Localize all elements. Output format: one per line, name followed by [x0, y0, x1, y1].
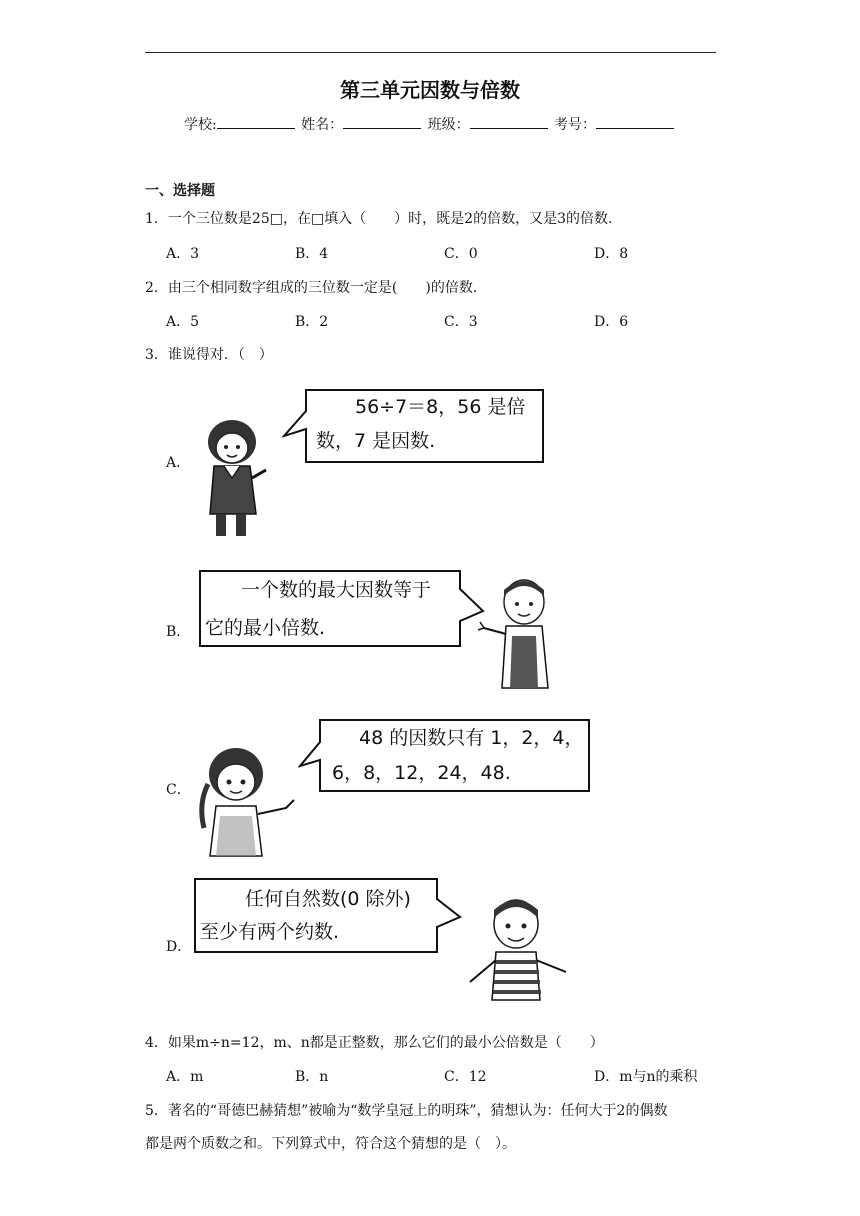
q1-option-b[interactable]: B．4: [295, 246, 329, 262]
exam-no-blank[interactable]: [596, 116, 674, 129]
name-blank[interactable]: [343, 116, 421, 129]
page-title: 第三单元因数与倍数: [340, 78, 520, 102]
bubble-c-line1: 48 的因数只有 1，2，4，: [359, 727, 584, 749]
boy-illustration-d: [462, 896, 574, 1002]
question-3-stem: 3．谁说得对．（ ）: [145, 347, 273, 363]
bubble-a-line1: 56÷7＝8，56 是倍: [355, 396, 526, 418]
q1-option-a[interactable]: A．3: [166, 246, 200, 262]
bubble-c-line2: 6，8，12，24，48.: [332, 762, 511, 784]
bubble-d-line1: 任何自然数(0 除外): [245, 888, 411, 910]
class-blank[interactable]: [470, 116, 548, 129]
header-rule: [145, 52, 716, 53]
bubble-b-line2: 它的最小倍数.: [205, 617, 326, 639]
question-1-stem: 1．一个三位数是25□，在□填入（ ）时，既是2的倍数，又是3的倍数．: [145, 211, 622, 227]
q4-option-b[interactable]: B．n: [295, 1069, 329, 1085]
q4-option-a[interactable]: A．m: [166, 1069, 204, 1085]
q3-choice-b-letter[interactable]: B．: [166, 624, 191, 640]
girl-illustration-a: [196, 414, 276, 544]
student-info-line: [0, 114, 860, 134]
q1-option-c[interactable]: C．0: [444, 246, 478, 262]
class-label: 班级：: [427, 117, 470, 133]
q2-option-b[interactable]: B．2: [295, 314, 329, 330]
bubble-d-line2: 至少有两个约数.: [200, 921, 340, 943]
q4-option-d[interactable]: D．m与n的乘积: [594, 1069, 698, 1085]
bubble-a-line2: 数，7 是因数.: [316, 430, 436, 452]
q3-choice-c-letter[interactable]: C．: [166, 782, 191, 798]
q4-option-c[interactable]: C．12: [444, 1069, 487, 1085]
bubble-b-line1: 一个数的最大因数等于: [241, 579, 432, 601]
q3-choice-a-letter[interactable]: A．: [166, 455, 191, 471]
question-5-stem-line2: 都是两个质数之和。下列算式中，符合这个猜想的是（ ）。: [145, 1136, 516, 1152]
q2-option-d[interactable]: D．6: [594, 314, 629, 330]
question-5-stem-line1: 5．著名的“哥德巴赫猜想”被喻为“数学皇冠上的明珠”，猜想认为：任何大于2的偶数: [145, 1103, 668, 1119]
girl-illustration-c: [190, 744, 302, 860]
q2-option-c[interactable]: C．3: [444, 314, 478, 330]
question-2-stem: 2．由三个相同数字组成的三位数一定是( )的倍数．: [145, 280, 487, 296]
boy-illustration-b: [478, 576, 568, 692]
school-blank[interactable]: [217, 116, 295, 129]
section-heading: 一、选择题: [145, 183, 215, 199]
q3-choice-d-letter[interactable]: D．: [166, 939, 192, 955]
exam-no-label: 考号：: [554, 117, 597, 133]
q1-option-d[interactable]: D．8: [594, 246, 629, 262]
name-label: 姓名：: [301, 117, 344, 133]
q2-option-a[interactable]: A．5: [166, 314, 200, 330]
school-label: 学校:: [183, 117, 217, 133]
question-4-stem: 4．如果m÷n=12，m、n都是正整数，那么它们的最小公倍数是（ ）: [145, 1035, 604, 1051]
